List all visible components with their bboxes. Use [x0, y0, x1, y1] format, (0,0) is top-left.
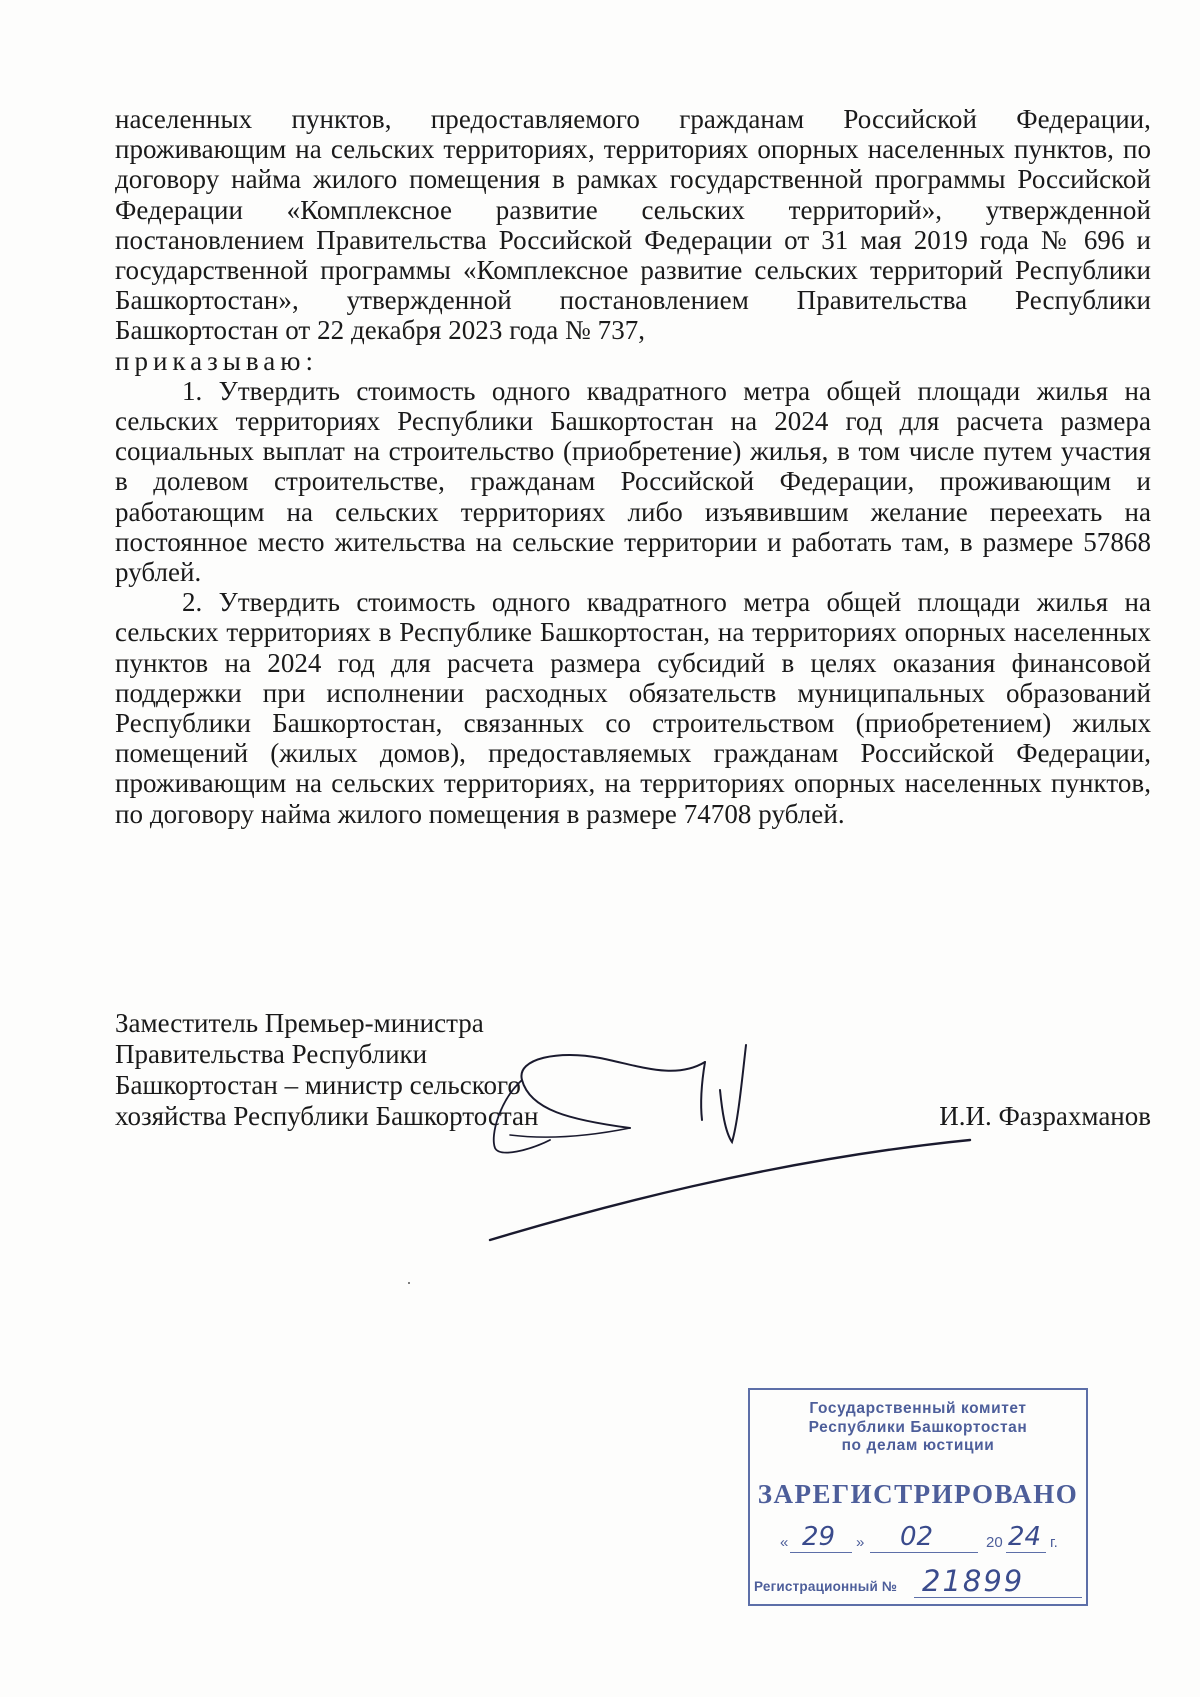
- stamp-month-underline: [870, 1552, 978, 1553]
- scan-speck: [408, 1282, 410, 1284]
- stamp-year-underline: [1006, 1552, 1046, 1553]
- stamp-day: 29: [802, 1522, 836, 1552]
- signer-position-line: Правительства Республики: [115, 1039, 428, 1069]
- stamp-registration-number: 21899: [922, 1564, 1025, 1598]
- stamp-date-close-quote: »: [856, 1534, 865, 1551]
- signer-position-line: Заместитель Премьер-министра: [115, 1008, 484, 1038]
- order-item-1: 1. Утвердить стоимость одного квадратного метра общей площади жилья на сельских территориях Республики Башкортостан на 2024 год для расчета размера социальных выплат на строительство (приобретение) жилья, в том числе путем участия в долевом строительстве, гражданам Российской Федерации, проживающим и работающим на сельских территориях либо изъявившим желание переехать на постоянное место жительства на сельские территории и работать там, в размере 57868 рублей.: [115, 375, 1151, 588]
- stamp-registration-label: Регистрационный №: [754, 1579, 898, 1594]
- stamp-org-line: Республики Башкортостан: [808, 1418, 1028, 1436]
- stamp-registration: [754, 1566, 1084, 1600]
- continuation-paragraph: населенных пунктов, предоставляемого гражданам Российской Федерации, проживающим на сельских территориях, территориях опорных населенных пунктов, по договору найма жилого помещения в рамках государственной программы Российской Федерации «Комплексное развитие сельских территорий», утвержденной постановлением Правительства Российской Федерации от 31 мая 2019 года № 696 и государственной программы «Комплексное развитие сельских территорий Республики Башкортостан», утвержденной постановлением Правительства Республики Башкортостан от 22 декабря 2023 года № 737,: [115, 104, 1151, 346]
- document-body: [115, 104, 1151, 829]
- stamp-organization: [750, 1400, 1086, 1456]
- stamp-org-line: Государственный комитет: [809, 1400, 1027, 1417]
- stamp-org-line: по делам юстиции: [841, 1437, 995, 1454]
- stamp-date-open-quote: «: [780, 1534, 789, 1551]
- stamp-year-suffix: 24: [1008, 1522, 1042, 1552]
- signature-block: [115, 1008, 1151, 1132]
- signer-name: И.И. Фазрахманов: [939, 1101, 1151, 1131]
- signer-position-line: хозяйства Республики Башкортостан: [115, 1101, 539, 1131]
- stamp-year-prefix: 20: [986, 1534, 1003, 1551]
- stamp-status: ЗАРЕГИСТРИРОВАНО: [757, 1479, 1079, 1509]
- registration-stamp: [748, 1388, 1088, 1606]
- stamp-year-abbr: г.: [1050, 1534, 1058, 1551]
- stamp-day-underline: [790, 1552, 852, 1553]
- order-word: приказываю:: [115, 345, 318, 376]
- stamp-date: [780, 1524, 1070, 1556]
- signer-position-line: Башкортостан – министр сельского: [115, 1070, 521, 1100]
- order-item-2: 2. Утвердить стоимость одного квадратного метра общей площади жилья на сельских территориях в Республике Башкортостан, на территориях опорных населенных пунктов на 2024 год для расчета размера субсидий в целях оказания финансовой поддержки при исполнении расходных обязательств муниципальных образований Республики Башкортостан, связанных со строительством (приобретением) жилых помещений (жилых домов), предоставляемых гражданам Российской Федерации, проживающим на сельских территориях, на территориях опорных населенных пунктов, по договору найма жилого помещения в размере 74708 рублей.: [115, 587, 1151, 829]
- stamp-month: 02: [900, 1522, 934, 1552]
